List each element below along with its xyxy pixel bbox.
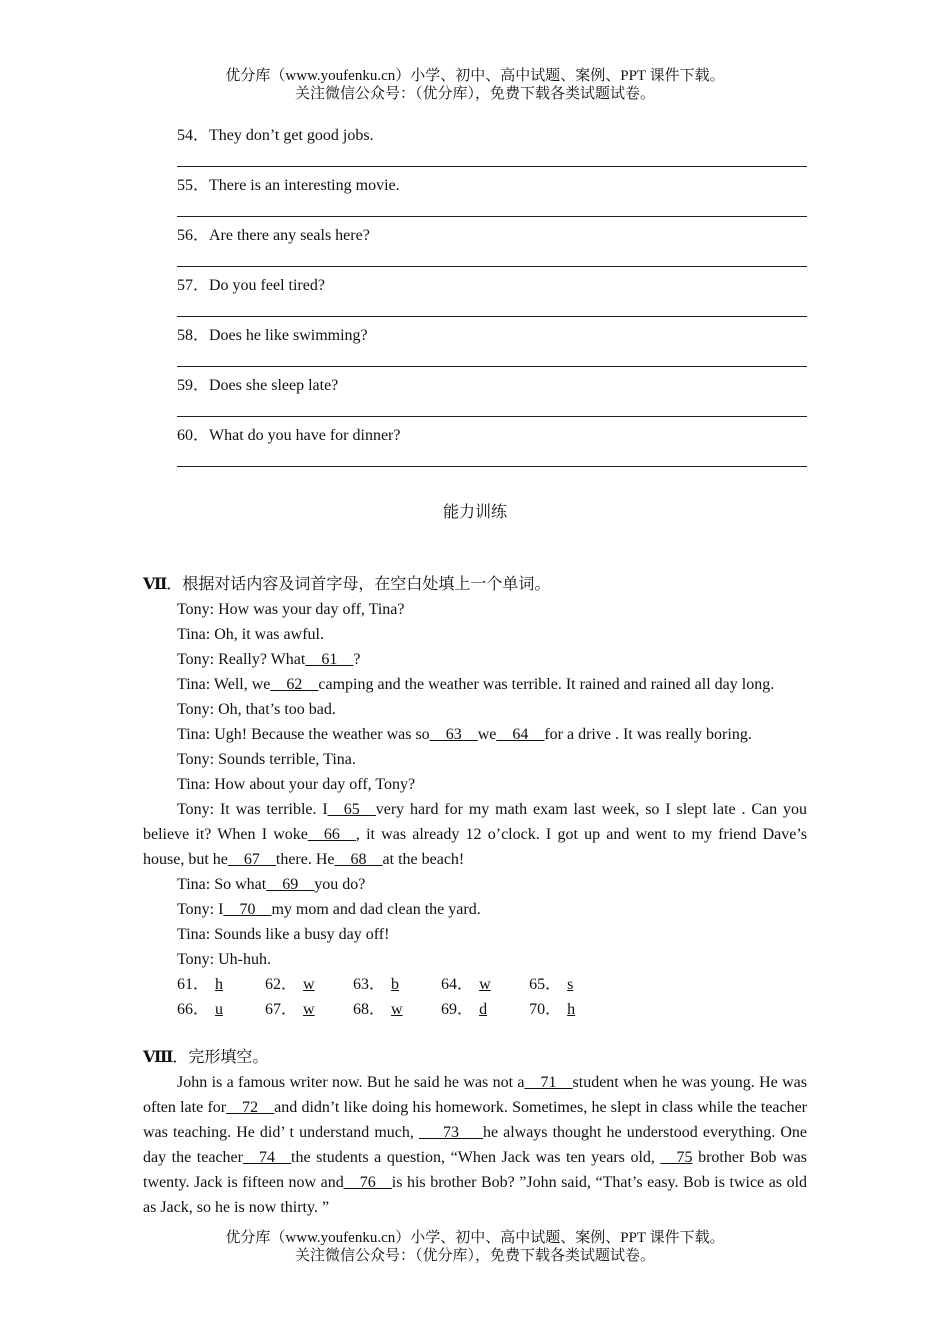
answer-blank[interactable]: w	[391, 1001, 403, 1018]
text: and didn’t like doing his homework. Sometimes, he slept in class while the teacher was teaching. He did’ t understand much,	[143, 1099, 808, 1141]
text: the students a question, “When Jack was ten years old,	[291, 1149, 661, 1166]
text: Tony: It was terrible. I	[177, 801, 328, 818]
text: is his brother Bob? ”John said, “That’s easy. Bob is twice as old as Jack, so he is now thirty. ”	[143, 1174, 808, 1216]
question-text: 58．Does he like swimming?	[177, 327, 368, 344]
text: very hard for my math exam last week, so I slept late . Can you believe it? When I woke	[143, 801, 808, 843]
dialogue-line	[143, 872, 807, 897]
answer-row	[143, 997, 807, 1022]
text: for a drive . It was really boring.	[544, 726, 752, 743]
answer-number: 65．	[529, 976, 562, 993]
question-text: 56．Are there any seals here?	[177, 227, 370, 244]
blank-75[interactable]: __75	[660, 1149, 693, 1166]
section-8-instruction: ．完形填空。	[172, 1049, 269, 1066]
text: my mom and dad clean the yard.	[271, 901, 481, 918]
dialogue-line	[143, 897, 807, 922]
dialogue-line: Tina: How about your day off, Tony?	[177, 776, 416, 793]
text: brother Bob was twenty. Jack is fifteen now and	[143, 1149, 808, 1191]
answer-number: 69．	[441, 1001, 474, 1018]
dialogue-line	[143, 647, 807, 672]
dialogue-line	[143, 722, 807, 747]
section-8-roman: Ⅷ	[143, 1049, 173, 1066]
question-text: 57．Do you feel tired?	[177, 277, 325, 294]
text: Tony: I	[177, 901, 224, 918]
text: at the beach!	[382, 851, 465, 868]
answer-blank[interactable]: w	[303, 976, 315, 993]
answer-number: 67．	[265, 1001, 298, 1018]
blank-65[interactable]: __65__	[327, 801, 376, 818]
header-line-2: 关注微信公众号：（优分库），免费下载各类试题试卷。	[294, 86, 655, 102]
answer-blank[interactable]: w	[303, 1001, 315, 1018]
section-7-heading	[143, 572, 807, 597]
section-title: 能力训练	[442, 504, 507, 521]
blank-67[interactable]: __67__	[227, 851, 276, 868]
answer-number: 68．	[353, 1001, 386, 1018]
header-line-1: 优分库（www.youfenku.cn）小学、初中、高中试题、案例、PPT 课件下载。	[225, 68, 725, 84]
blank-73[interactable]: ___73___	[418, 1124, 483, 1141]
text: Tina: So what	[177, 876, 267, 893]
dialogue-line: Tina: Oh, it was awful.	[177, 626, 324, 643]
dialogue-line: Tina: Sounds like a busy day off!	[177, 926, 390, 943]
answer-number: 66．	[177, 1001, 210, 1018]
answer-number: 70．	[529, 1001, 562, 1018]
text: Tina: Ugh! Because the weather was so	[177, 726, 430, 743]
section-7-roman: Ⅶ	[143, 576, 167, 593]
blank-66[interactable]: __66__	[307, 826, 356, 843]
question-item	[177, 176, 807, 226]
page-header	[0, 67, 950, 103]
question-item	[177, 376, 807, 426]
blank-70[interactable]: __70__	[223, 901, 272, 918]
text: , it was already 12 o’clock. I got up and went to my friend Dave’s house, but he	[143, 826, 808, 868]
blank-68[interactable]: __68__	[334, 851, 383, 868]
text: he always thought he understood everything. One day the teacher	[143, 1124, 808, 1166]
answer-line[interactable]	[177, 216, 807, 217]
answer-row	[143, 972, 807, 997]
answer-blank[interactable]: h	[567, 1001, 576, 1018]
blank-61[interactable]: __61__	[305, 651, 354, 668]
blank-72[interactable]: __72__	[226, 1099, 275, 1116]
answer-line[interactable]	[177, 416, 807, 417]
cloze-paragraph	[143, 1070, 807, 1220]
answer-number: 64．	[441, 976, 474, 993]
page-footer	[0, 1229, 950, 1265]
text: Tina: Well, we	[177, 676, 271, 693]
question-item	[177, 326, 807, 376]
answer-number: 61．	[177, 976, 210, 993]
section-7	[143, 572, 807, 1022]
blank-74[interactable]: __74__	[243, 1149, 291, 1166]
answer-blank[interactable]: h	[215, 976, 224, 993]
question-item	[177, 226, 807, 276]
answer-number: 62．	[265, 976, 298, 993]
answer-blank[interactable]: u	[215, 1001, 224, 1018]
section-7-instruction: ．根据对话内容及词首字母，在空白处填上一个单词。	[166, 576, 551, 593]
answer-blank[interactable]: b	[391, 976, 400, 993]
question-item	[177, 276, 807, 326]
blank-63[interactable]: __63__	[429, 726, 478, 743]
dialogue-paragraph	[143, 797, 807, 872]
blank-62[interactable]: __62__	[270, 676, 319, 693]
blank-64[interactable]: __64__	[496, 726, 545, 743]
answer-line[interactable]	[177, 316, 807, 317]
answer-blank[interactable]: d	[479, 1001, 488, 1018]
answer-line[interactable]	[177, 266, 807, 267]
text: Tony: Really? What	[177, 651, 306, 668]
blank-76[interactable]: __76__	[343, 1174, 392, 1191]
rewrite-question-list	[177, 126, 807, 476]
text: there. He	[275, 851, 335, 868]
answer-blank[interactable]: s	[567, 976, 574, 993]
text: we	[477, 726, 497, 743]
text: ?	[353, 651, 361, 668]
answer-blank[interactable]: w	[479, 976, 491, 993]
dialogue-line: Tony: How was your day off, Tina?	[177, 601, 405, 618]
question-text: 55．There is an interesting movie.	[177, 177, 400, 194]
footer-line-2: 关注微信公众号：（优分库），免费下载各类试题试卷。	[294, 1248, 655, 1264]
text: you do?	[314, 876, 366, 893]
text: student when he was young. He was often late for	[143, 1074, 807, 1116]
dialogue-line: Tony: Uh-huh.	[177, 951, 271, 968]
question-text: 54．They don’t get good jobs.	[177, 127, 374, 144]
question-item	[177, 426, 807, 476]
text: camping and the weather was terrible. It rained and rained all day long.	[318, 676, 775, 693]
blank-69[interactable]: __69__	[266, 876, 315, 893]
dialogue-line: Tony: Sounds terrible, Tina.	[177, 751, 356, 768]
footer-line-1: 优分库（www.youfenku.cn）小学、初中、高中试题、案例、PPT 课件下载。	[225, 1230, 725, 1246]
answer-number: 63．	[353, 976, 386, 993]
dialogue-line: Tony: Oh, that’s too bad.	[177, 701, 336, 718]
answer-line[interactable]	[177, 466, 807, 467]
question-text: 60．What do you have for dinner?	[177, 427, 401, 444]
section-8	[143, 1045, 807, 1220]
dialogue-line	[143, 672, 807, 697]
question-text: 59．Does she sleep late?	[177, 377, 339, 394]
text: John is a famous writer now. But he said he was not a	[177, 1074, 525, 1091]
question-item	[177, 126, 807, 176]
blank-71[interactable]: __71__	[524, 1074, 573, 1091]
answer-line[interactable]	[177, 166, 807, 167]
answer-line[interactable]	[177, 366, 807, 367]
section-8-heading	[143, 1045, 807, 1070]
